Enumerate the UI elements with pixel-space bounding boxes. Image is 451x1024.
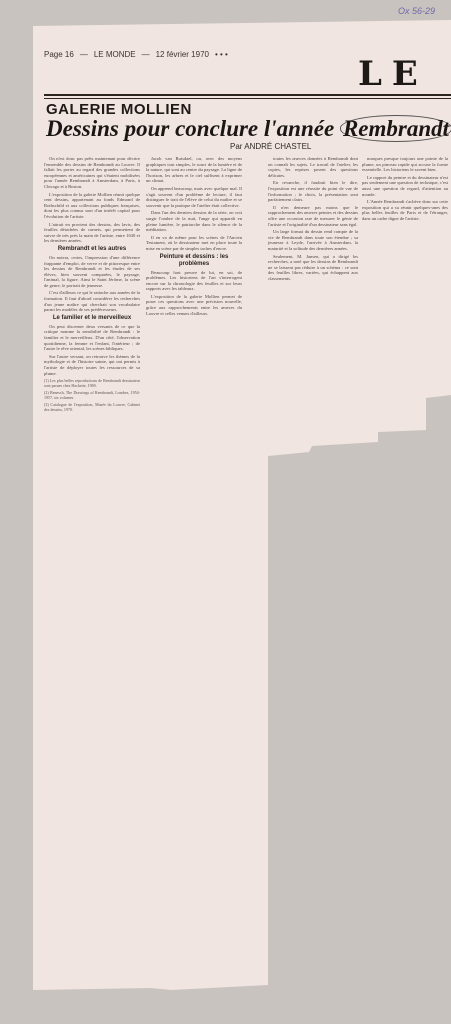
paragraph: Il en va de même pour les scènes de l'Ancien Testament, où le dessinateur met en place toute la mise en scène par de simples taches d'encre. <box>146 234 242 251</box>
paragraph: Sur l'autre versant, on retrouve les thèmes de la mythologie et de l'histoire sainte, qui ont permis à l'artiste de déployer toutes les ressources de sa plume. <box>44 353 140 376</box>
article-title-circled-word: Rembrandt <box>340 115 451 142</box>
col1-intro <box>44 156 140 244</box>
subheading: Peinture et dessins : les problèmes <box>159 253 229 267</box>
issue-date: 12 février 1970 <box>155 49 209 59</box>
page-number: Page 16 <box>44 49 74 59</box>
paragraph: En revanche, il faudrait bien le dire, l'exposition est une réussite du point de vue de l'information ; le choix, la présentation sont parfaitement clairs. <box>268 180 358 203</box>
text-column-1 <box>44 156 140 984</box>
paragraph: On notera, certes, l'impression d'une différence frappante d'emploi, de verve et de pittoresque entre les dessins de Rembrandt et les études de ses élèves, bien souvent comparées, le paysage, l'animal, la figure. Ainsi le Saint Jérôme, la scène de genre, le portrait de jeunesse. <box>44 254 140 288</box>
text-column-2 <box>146 156 242 984</box>
newspaper-name: LE MONDE <box>93 49 136 59</box>
text-column-3 <box>268 156 358 984</box>
page-header: Page 16 — LE MONDE — 12 février 1970 • • • <box>44 49 228 59</box>
subheading: Rembrandt et les autres <box>57 245 127 252</box>
paragraph: Un large format du dessin rend compte de la vie de Rembrandt dans toute son étendue ; sa jeunesse à Leyde, l'arrivée à Amsterdam, la maturité et la solitude des dernières années. <box>268 229 358 251</box>
paragraph: L'Année Rembrandt s'achève donc sur cette exposition qui a su réunir quelques-unes des plus belles feuilles de Paris et de l'étranger, dans un cadre digne de l'artiste. <box>362 199 448 221</box>
article-title <box>46 116 451 142</box>
paragraph: Le rapport du peintre et du dessinateur n'est pas seulement une question de technique, c'est aussi une question de regard, d'attention au monde. <box>362 174 448 197</box>
paragraph: toutes les œuvres données à Rembrandt dont on connaît les sujets. Le travail de l'atelier, les copies, les reprises posent des questions délicates. <box>268 156 358 178</box>
article-byline: Par ANDRÉ CHASTEL <box>230 142 312 151</box>
paragraph: Jacob van Ruisdael, ou, avec des moyens graphiques tout simples, le souci de la lumière et de la nature, qui sont au centre du paysage. La ligne de l'horizon, les arbres et le ciel suffisent à exprimer un climat. <box>146 156 242 184</box>
footnote: (1) Les plus belles reproductions de Rembrandt dessinateur sont parues chez Hachette, 1969. <box>44 378 140 389</box>
footnote: (3) Catalogue de l'exposition, Musée du Louvre, Cabinet des dessins, 1970. <box>44 402 140 413</box>
paragraph: C'est d'ailleurs ce qui le rattache aux années de la formation. Il faut d'abord considérer les recherches d'un jeune maître qui cherchait son vocabulaire parmi les modèles de ses prédécesseurs. <box>44 290 140 313</box>
article-title-part1: Dessins pour conclure l'année <box>46 116 340 141</box>
section-heading: GALERIE MOLLIEN <box>46 101 192 118</box>
top-rule <box>44 94 451 96</box>
paragraph: Beaucoup font preuve de lui, en soi, de problèmes. Les historiens de l'art s'interrogent encore sur la chronologie des feuilles et sur leurs rapports avec les tableaux. <box>146 269 242 292</box>
paragraph: Il n'en demeure pas moins que le rapprochement des œuvres peintes et des dessins offre une occasion rare de mesurer le génie de l'artiste et l'originalité d'un dessinateur sans égal. <box>268 204 358 227</box>
archive-reference: Ox 56-29 <box>398 6 436 16</box>
paragraph: On apprend beaucoup, mais avec quelque mal. Il s'agit souvent d'un problème de lecture, il faut distinguer le trait de l'élève de celui du maître et se souvenir que la pratique de l'atelier était collective. <box>146 185 242 208</box>
paragraph: On peut discerner deux versants de ce que la critique nomme la sensibilité de Rembrandt : le familier et le merveilleux. D'un côté, l'observation quotidienne, la femme et l'enfant, l'intérieur ; de l'autre le rêve oriental, les scènes bibliques. <box>44 323 140 352</box>
paragraph: Dans l'un des derniers dessins de la série, on voit surgir l'ombre de la nuit, l'ange qui apparaît en pleine lumière, le patriarche dans le silence de la méditation. <box>146 210 242 233</box>
paragraph: L'exposition de la galerie Mollien permet de poser ces questions avec une précision nouvelle, grâce aux rapprochements entre les œuvres du Louvre et celles venues d'ailleurs. <box>146 293 242 316</box>
paragraph: On n'est donc pas prêts maintenant pour décrire l'ensemble des dessins de Rembrandt au Louvre. Il fallait les porter au regard des grandes collections européennes et américaines qui s'étaient mobilisées pour l'année Rembrandt à Amsterdam, à Paris, à Chicago et à Boston. <box>44 156 140 189</box>
text-column-4 <box>362 156 448 392</box>
paragraph: L'exposition de la galerie Mollien réunit quelque cent dessins, appartenant au fonds Edmond de Rothschild et aux collections publiques françaises, dont les plus connus sont d'un intérêt capital pour l'évolution de l'artiste. <box>44 191 140 219</box>
footnotes <box>44 378 140 412</box>
paragraph: L'attrait en provient des dessins, des lavis, des feuilles détachées de carnets, qui permettent de suivre de très près la main de l'artiste, entre 1630 et les dernières années. <box>44 221 140 244</box>
paragraph: marques presque toujours une pointe de la plume, un pinceau rapide qui accuse la forme essentielle. Les historiens le savent bien. <box>362 156 448 173</box>
masthead-fragment: LE <box>358 54 428 94</box>
subheading: Le familier et le merveilleux <box>52 314 132 321</box>
top-rule-thin <box>44 98 451 99</box>
paragraph: Seulement, M. Jansen, qui a dirigé les recherches, a noté que les dessins de Rembrandt ne se laissent pas réduire à un schéma : ce sont des feuilles libres, variées, qui échappent aux classements. <box>268 253 358 281</box>
text-column-3-spill <box>248 156 264 984</box>
footnote: (2) Benesch, The Drawings of Rembrandt, Londres, 1954-1957, six volumes. <box>44 390 140 401</box>
